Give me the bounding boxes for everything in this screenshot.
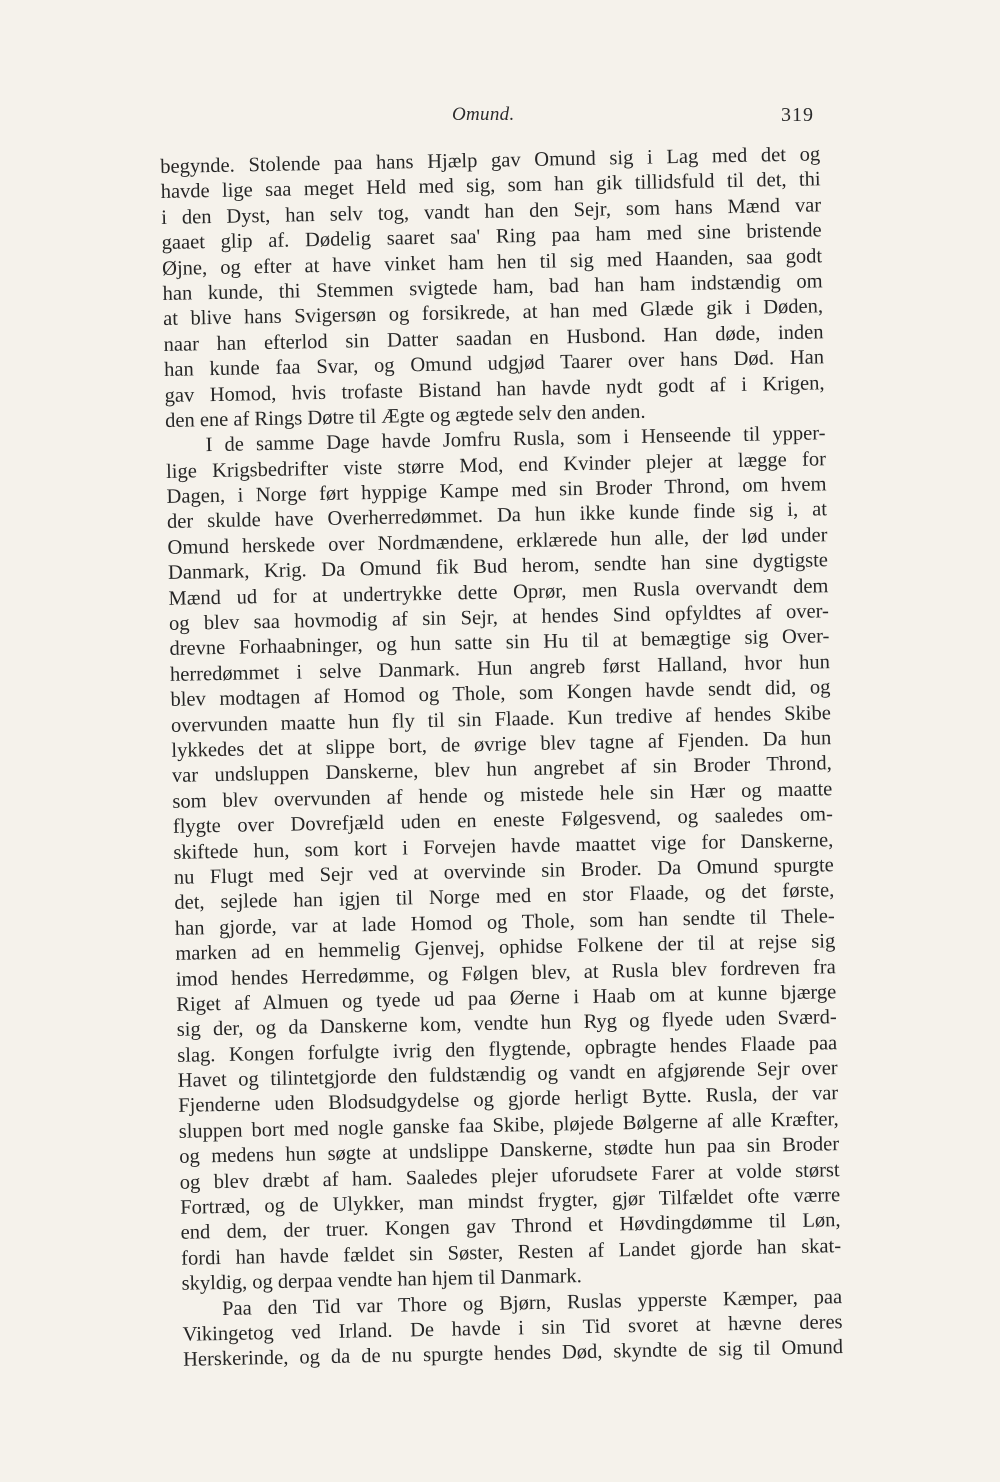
text-line: lige Krigsbedrifter viste større Mod, end Kvinder plejer at lægge for: [165, 447, 827, 483]
text-line: Havet og tilintetgjorde den fuldstændig og vandt en afgjørende Sejr over: [177, 1057, 838, 1092]
text-line: og blev saa hovmodig af sin Sejr, at hendes Sind opfyldtes af over-: [168, 600, 830, 635]
page-number: 319: [781, 104, 814, 126]
text-line: og blev dræbt af ham. Saaledes plejer uforudsete Farer at volde størst: [179, 1158, 840, 1194]
text-line: Paa den Tid var Thore og Bjørn, Ruslas ypperste Kæmper, paa: [221, 1285, 843, 1320]
text-line: han gjorde, var at lade Homod og Thole, som han sendte til Thele-: [174, 904, 835, 940]
text-line: lykkedes det at slippe bort, de øvrige blev tagne af Fjenden. Da hun: [171, 727, 832, 762]
text-line: at blive hans Svigersøn og forsikrede, at han med Glæde gik i Døden,: [162, 295, 824, 331]
text-line: marken ad en hemmelig Gjenvej, ophidse Folkene der til at rejse sig: [175, 930, 836, 965]
text-line: Omund herskede over Nordmændene, erklærede hun alle, der lød under: [167, 524, 828, 559]
text-line: sluppen bort med nogle ganske faa Skibe, pløjede Bølgerne af alle Kræfter,: [178, 1107, 839, 1143]
text-line: slag. Kongen forfulgte ivrig den flygtende, opbragte hendes Flaade paa: [177, 1031, 838, 1067]
text-line: som blev overvunden af hende og mistede hele sin Hær og maatte: [172, 777, 833, 813]
text-line: han kunde, thi Stemmen svigtede ham, bad han ham indstændig om: [162, 270, 823, 305]
text-line: den ene af Rings Døtre til Ægte og ægtede selv den anden.: [164, 400, 646, 432]
text-line: Fortræd, og de Ulykker, man mindst frygter, gjør Tilfældet ofte værre: [180, 1184, 841, 1219]
text-line: Mænd ud for at undertrykke dette Oprør, men Rusla overvandt dem: [168, 574, 829, 610]
text-line: imod hendes Herredømme, og Følgen blev, at Rusla blev fordreven fra: [175, 955, 836, 991]
body-text: [160, 142, 843, 1373]
text-line: herredømmet i selve Danmark. Hun angreb først Halland, hvor hun: [169, 651, 831, 686]
text-line: der skulde have Overherredømmet. Da hun ikke kunde finde sig i, at: [166, 498, 828, 534]
text-line: blev modtagen af Homod og Thole, som Kongen havde sendt did, og: [170, 676, 831, 712]
text-line: begynde. Stolende paa hans Hjælp gav Omund sig i Lag med det og: [160, 143, 821, 178]
text-line: I de samme Dage havde Jomfru Rusla, som i Henseende til ypper-: [205, 422, 826, 457]
text-line: Riget af Almuen og tyede ud paa Øerne i Haab om at kunne bjærge: [176, 981, 837, 1016]
text-line: sig der, og da Danskerne kom, vendte hun Ryg og flyede uden Sværd-: [176, 1006, 837, 1042]
text-line: fordi han havde fældet sin Søster, Resten af Landet gjorde han skat-: [180, 1234, 842, 1270]
text-line: Fjenderne uden Blodsudgydelse og gjorde herligt Bytte. Rusla, der var: [178, 1082, 839, 1118]
text-line: overvunden maatte hun fly til sin Flaade. Kun tredive af hendes Skibe: [170, 701, 832, 737]
text-line: Vikingetog ved Irland. De havde i sin Tid svoret at hævne deres: [182, 1311, 843, 1346]
text-line: flygte over Dovrefjæld uden en eneste Følgesvend, og saaledes om-: [172, 803, 833, 839]
text-line: Øjne, og efter at have vinket ham hen til sig med Haanden, saa godt: [161, 244, 823, 280]
running-header: [150, 104, 840, 134]
text-line: end dem, der truer. Kongen gav Thrond et Høvdingdømme til Løn,: [180, 1209, 841, 1245]
text-line: Danmark, Krig. Da Omund fik Bud herom, sendte han sine dygtigste: [167, 549, 829, 585]
text-line: og medens hun søgte at undslippe Danskerne, stødte hun paa sin Broder: [179, 1133, 840, 1169]
text-line: i den Dyst, han selv tog, vandt han den Sejr, som hans Mænd var: [160, 194, 822, 229]
text-line: var undsluppen Danskerne, blev hun angrebet af sin Broder Thrond,: [171, 752, 833, 788]
text-line: drevne Forhaabninger, og hun satte sin Hu til at bemægtige sig Over-: [169, 625, 830, 661]
text-line: skiftede hun, som kort i Forvejen havde maattet vige for Danskerne,: [173, 828, 834, 864]
text-line: Dagen, i Norge ført hyppige Kampe med sin Broder Thrond, om hvem: [166, 473, 827, 509]
text-line: skyldig, og derpaa vendte han hjem til Danmark.: [181, 1265, 583, 1295]
running-title: Omund.: [452, 104, 515, 125]
text-line: Herskerinde, og da de nu spurgte hendes Død, skyndte de sig til Omund: [182, 1336, 844, 1372]
text-line: han kunde faa Svar, og Omund udgjød Taarer over hans Død. Han: [163, 346, 825, 382]
text-line: nu Flugt med Sejr ved at overvinde sin Broder. Da Omund spurgte: [173, 854, 834, 889]
text-line: gav Homod, hvis trofaste Bistand han havde nydt godt af i Krigen,: [164, 371, 825, 407]
text-line: naar han efterlod sin Datter saadan en Husbond. Han døde, inden: [163, 321, 824, 356]
text-line: gaaet glip af. Dødelig saaret saa' Ring paa ham med sine bristende: [161, 219, 822, 255]
text-line: havde lige saa meget Held med sig, som han gik tillidsfuld til det, thi: [160, 168, 821, 204]
text-line: det, sejlede han igjen til Norge med en stor Flaade, og det første,: [174, 879, 835, 915]
